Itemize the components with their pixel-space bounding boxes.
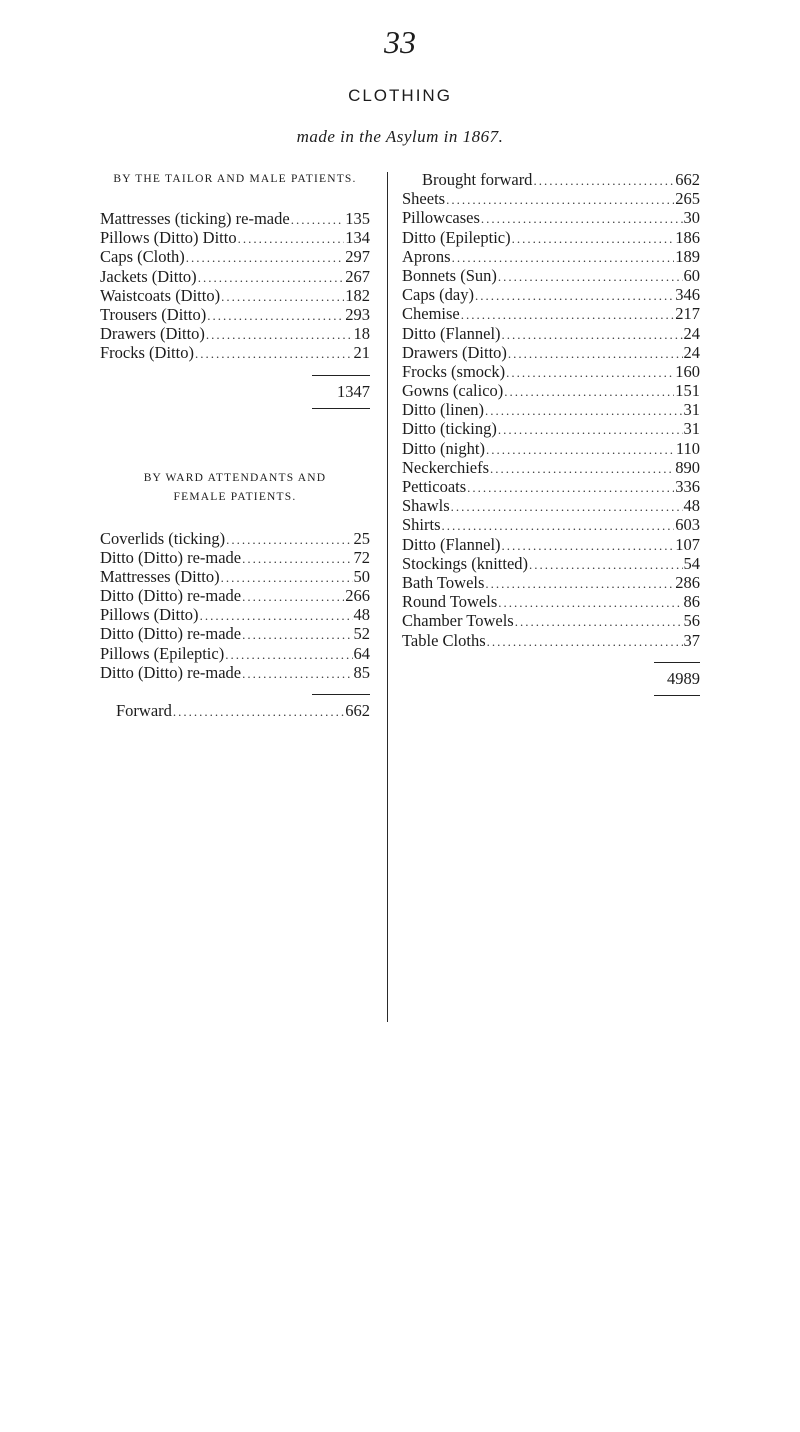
- item-value: 50: [353, 566, 370, 586]
- list-item: [402, 304, 700, 323]
- list-item: [100, 529, 370, 548]
- item-value: 346: [675, 285, 700, 305]
- list-item: [402, 535, 700, 554]
- male-items-list: [100, 209, 370, 363]
- item-label: Ditto (Ditto) re-made: [100, 662, 242, 682]
- right-column: [402, 170, 700, 696]
- leader-dots: [173, 702, 344, 721]
- leader-dots: [207, 306, 344, 325]
- list-item: [402, 343, 700, 362]
- item-value: 293: [345, 304, 370, 324]
- page-number: 33: [384, 24, 416, 60]
- leader-dots: [242, 625, 352, 644]
- leader-dots: [238, 229, 345, 248]
- list-item: [402, 400, 700, 419]
- item-value: 265: [675, 189, 700, 209]
- item-value: 24: [683, 323, 700, 343]
- leader-dots: [446, 190, 674, 209]
- item-label: Petticoats: [402, 477, 467, 496]
- item-value: 21: [353, 343, 370, 363]
- leader-dots: [225, 645, 352, 664]
- leader-dots: [198, 268, 345, 287]
- item-label: Ditto (Ditto) re-made: [100, 547, 242, 567]
- item-label: Sheets: [402, 189, 446, 209]
- item-label: Ditto (Epileptic): [402, 227, 511, 247]
- item-label: Drawers (Ditto): [100, 324, 205, 344]
- list-item: [100, 324, 370, 343]
- item-value: 86: [683, 592, 700, 612]
- item-label: Coverlids (ticking): [100, 528, 226, 548]
- leader-dots: [467, 478, 674, 497]
- leader-dots: [242, 587, 344, 606]
- list-item: [100, 267, 370, 286]
- forward-row: [100, 701, 370, 720]
- page-heading: CLOTHING: [348, 86, 452, 105]
- item-label: Caps (day): [402, 285, 474, 305]
- item-label: Gowns (calico): [402, 381, 504, 401]
- item-value: 890: [675, 457, 700, 477]
- item-value: 186: [675, 227, 700, 247]
- leader-dots: [512, 229, 675, 248]
- forward-label: Forward: [116, 701, 172, 720]
- leader-dots: [242, 549, 352, 568]
- list-item: [100, 286, 370, 305]
- item-label: Frocks (Ditto): [100, 343, 194, 363]
- leader-dots: [291, 210, 345, 229]
- leader-dots: [485, 401, 682, 420]
- female-items-list: [100, 529, 370, 683]
- item-value: 135: [345, 209, 370, 228]
- leader-dots: [226, 530, 352, 549]
- item-value: 37: [683, 630, 700, 650]
- list-item: [100, 663, 370, 682]
- item-value: 48: [353, 605, 370, 625]
- leader-dots: [200, 606, 353, 625]
- item-label: Ditto (Ditto) re-made: [100, 624, 242, 644]
- item-value: 18: [353, 324, 370, 344]
- list-item: [402, 247, 700, 266]
- item-value: 151: [675, 381, 700, 401]
- leader-dots: [442, 516, 675, 535]
- item-value: 24: [683, 342, 700, 362]
- item-value: 52: [353, 624, 370, 644]
- leader-dots: [242, 664, 352, 683]
- item-label: Ditto (Flannel): [402, 323, 501, 343]
- item-value: 48: [683, 496, 700, 516]
- list-item: [402, 573, 700, 592]
- leader-dots: [515, 612, 683, 631]
- leader-dots: [504, 382, 674, 401]
- list-item: [402, 419, 700, 438]
- list-item: [402, 285, 700, 304]
- item-label: Caps (Cloth): [100, 247, 185, 267]
- leader-dots: [461, 305, 675, 324]
- list-item: [402, 515, 700, 534]
- right-items-list: [402, 189, 700, 650]
- list-item: [100, 644, 370, 663]
- leader-dots: [506, 363, 674, 382]
- list-item: [100, 343, 370, 362]
- list-item: [100, 228, 370, 247]
- column-divider: [387, 172, 388, 1022]
- list-item: [402, 554, 700, 573]
- item-value: 107: [675, 534, 700, 554]
- item-label: Neckerchiefs: [402, 457, 490, 477]
- item-label: Chemise: [402, 304, 460, 324]
- item-value: 54: [683, 553, 700, 573]
- right-total: 4989: [667, 668, 700, 688]
- leader-dots: [452, 248, 675, 267]
- item-label: Mattresses (Ditto): [100, 566, 220, 586]
- leader-dots: [481, 209, 683, 228]
- leader-dots: [498, 420, 683, 439]
- male-section-title: BY THE TAILOR AND MALE PATIENTS.: [113, 173, 357, 185]
- leader-dots: [502, 536, 675, 555]
- leader-dots: [487, 632, 683, 651]
- item-value: 286: [675, 572, 700, 592]
- list-item: [402, 189, 700, 208]
- item-label: Shirts: [402, 515, 441, 535]
- item-value: 110: [675, 438, 700, 458]
- forward-value: 662: [345, 701, 370, 720]
- item-label: Table Cloths: [402, 630, 486, 650]
- list-item: [402, 611, 700, 630]
- item-label: Bath Towels: [402, 572, 485, 592]
- item-label: Ditto (Flannel): [402, 534, 501, 554]
- list-item: [100, 605, 370, 624]
- leader-dots: [186, 248, 344, 267]
- list-item: [100, 548, 370, 567]
- leader-dots: [475, 286, 674, 305]
- item-value: 189: [675, 246, 700, 266]
- item-value: 60: [683, 265, 700, 285]
- right-total-underline: [654, 695, 700, 696]
- list-item: [100, 567, 370, 586]
- female-section-title-line1: BY WARD ATTENDANTS AND: [143, 471, 327, 484]
- forward-rule: [312, 694, 370, 695]
- female-section-title-line2: FEMALE PATIENTS.: [173, 490, 297, 503]
- list-item: [402, 439, 700, 458]
- item-value: 56: [683, 611, 700, 631]
- item-label: Pillows (Epileptic): [100, 643, 225, 663]
- leader-dots: [533, 171, 674, 190]
- item-label: Chamber Towels: [402, 611, 514, 631]
- item-value: 336: [675, 477, 700, 496]
- item-value: 64: [353, 643, 370, 663]
- item-value: 297: [345, 247, 370, 267]
- item-label: Ditto (linen): [402, 400, 485, 420]
- leader-dots: [502, 325, 683, 344]
- left-column: [100, 170, 370, 720]
- leader-dots: [508, 344, 683, 363]
- item-label: Shawls: [402, 496, 450, 516]
- item-label: Mattresses (ticking) re-made: [100, 209, 290, 228]
- brought-forward-label: Brought forward: [422, 170, 533, 189]
- list-item: [402, 228, 700, 247]
- item-label: Drawers (Ditto): [402, 342, 507, 362]
- leader-dots: [485, 574, 674, 593]
- item-label: Pillows (Ditto): [100, 605, 199, 625]
- leader-dots: [529, 555, 682, 574]
- list-item: [100, 209, 370, 228]
- item-label: Pillows (Ditto) Ditto: [100, 228, 237, 248]
- item-label: Trousers (Ditto): [100, 304, 207, 324]
- leader-dots: [486, 440, 675, 459]
- item-label: Waistcoats (Ditto): [100, 285, 221, 305]
- leader-dots: [451, 497, 683, 516]
- list-item: [402, 324, 700, 343]
- brought-forward-value: 662: [675, 170, 700, 189]
- item-value: 25: [353, 528, 370, 548]
- item-label: Aprons: [402, 246, 451, 266]
- leader-dots: [221, 568, 353, 587]
- list-item: [100, 586, 370, 605]
- list-item: [402, 381, 700, 400]
- item-value: 217: [675, 304, 700, 324]
- brought-forward-row: [402, 170, 700, 189]
- list-item: [402, 592, 700, 611]
- leader-dots: [195, 344, 353, 363]
- item-label: Ditto (night): [402, 438, 485, 458]
- leader-dots: [206, 325, 353, 344]
- item-label: Ditto (ticking): [402, 419, 497, 439]
- item-value: 134: [345, 228, 370, 248]
- page-subheading: made in the Asylum in 1867.: [296, 127, 504, 146]
- list-item: [100, 624, 370, 643]
- list-item: [402, 458, 700, 477]
- item-value: 31: [683, 400, 700, 420]
- item-value: 30: [683, 208, 700, 228]
- list-item: [100, 305, 370, 324]
- item-label: Jackets (Ditto): [100, 266, 197, 286]
- item-value: 603: [675, 515, 700, 535]
- leader-dots: [498, 593, 682, 612]
- item-label: Frocks (smock): [402, 361, 506, 381]
- leader-dots: [498, 267, 683, 286]
- leader-dots: [221, 287, 344, 306]
- item-value: 85: [353, 662, 370, 682]
- item-value: 72: [353, 547, 370, 567]
- item-label: Round Towels: [402, 592, 498, 612]
- list-item: [402, 208, 700, 227]
- male-total: 1347: [337, 381, 370, 401]
- item-label: Ditto (Ditto) re-made: [100, 586, 242, 606]
- list-item: [402, 631, 700, 650]
- list-item: [402, 496, 700, 515]
- item-value: 160: [675, 361, 700, 381]
- item-value: 266: [345, 586, 370, 606]
- item-label: Stockings (knitted): [402, 553, 529, 573]
- list-item: [402, 477, 700, 496]
- item-label: Pillowcases: [402, 208, 480, 228]
- list-item: [402, 362, 700, 381]
- list-item: [100, 247, 370, 266]
- item-value: 267: [345, 266, 370, 286]
- list-item: [402, 266, 700, 285]
- item-value: 182: [345, 285, 370, 305]
- item-label: Bonnets (Sun): [402, 265, 497, 285]
- leader-dots: [490, 459, 674, 478]
- item-value: 31: [683, 419, 700, 439]
